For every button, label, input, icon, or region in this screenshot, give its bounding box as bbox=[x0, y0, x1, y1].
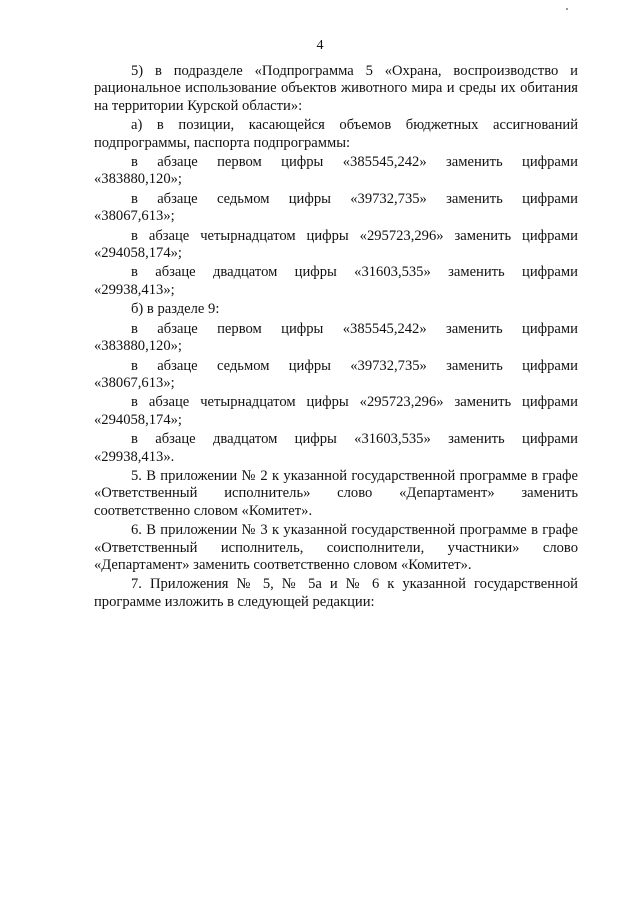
amendment-word: «31603,535» bbox=[354, 264, 431, 281]
amendment-word: цифрами bbox=[522, 264, 578, 281]
amendment-word: цифрами bbox=[522, 320, 578, 337]
amendment-word: цифры bbox=[288, 190, 331, 207]
amendment-word: «39732,735» bbox=[350, 357, 427, 374]
amendment-line bbox=[94, 154, 578, 171]
document-body bbox=[94, 63, 578, 613]
amendment-word: цифрами bbox=[522, 154, 578, 171]
amendment-word: «295723,296» bbox=[359, 227, 444, 244]
amendment-word: первом bbox=[217, 320, 262, 337]
amendment-line bbox=[94, 264, 578, 281]
amendment-word: «385545,242» bbox=[342, 154, 427, 171]
amendment-word: цифры bbox=[306, 394, 349, 411]
amendment-word: абзаце bbox=[157, 357, 198, 374]
amendment-word: заменить bbox=[446, 320, 503, 337]
amendment-word: в bbox=[131, 264, 138, 281]
page-number: 4 bbox=[316, 38, 324, 53]
amendment-word: в bbox=[131, 227, 138, 244]
amendment-word: цифры bbox=[294, 431, 337, 448]
amendment-word: «385545,242» bbox=[342, 320, 427, 337]
amendment-word: заменить bbox=[446, 190, 503, 207]
amendment-word: абзаце bbox=[157, 190, 198, 207]
amendment-word: заменить bbox=[454, 394, 512, 411]
amendment-word: «295723,296» bbox=[359, 394, 444, 411]
amendment-word: заменить bbox=[454, 227, 512, 244]
amendment-word: в bbox=[131, 190, 138, 207]
amendment-word: цифрами bbox=[522, 357, 578, 374]
section-b-amendments bbox=[94, 321, 578, 466]
amendment-new-value: «383880,120»; bbox=[94, 171, 182, 188]
amendment-new-value: «38067,613»; bbox=[94, 208, 175, 225]
amendment-word: абзаце bbox=[155, 431, 196, 448]
amendment-word: абзаце bbox=[157, 320, 198, 337]
amendment-word: двадцатом bbox=[212, 264, 278, 281]
amendment-line bbox=[94, 394, 578, 411]
paragraph-appendix-2: 5. В приложении № 2 к указанной государственной программе в графе «Ответственный исполнитель» слово «Департамент» заменить соответственно словом «Комитет». bbox=[94, 467, 578, 519]
amendment-word: в bbox=[131, 320, 138, 337]
amendment-line bbox=[94, 191, 578, 208]
amendment-line bbox=[94, 431, 578, 448]
section-a-amendments bbox=[94, 154, 578, 299]
amendment-word: абзаце bbox=[155, 264, 196, 281]
amendment-word: в bbox=[131, 431, 138, 448]
amendment-new-value: «29938,413»; bbox=[94, 281, 175, 298]
paragraph-item-b: б) в разделе 9: bbox=[131, 301, 220, 318]
amendment-word: цифры bbox=[281, 320, 324, 337]
paragraph-appendix-5-6: 7. Приложения № 5, № 5а и № 6 к указанной государственной программе изложить в следующей редакции: bbox=[94, 576, 578, 610]
amendment-line bbox=[94, 228, 578, 245]
amendment-new-value: «383880,120»; bbox=[94, 338, 182, 355]
amendment-word: седьмом bbox=[216, 357, 270, 374]
amendment-word: абзаце bbox=[157, 154, 198, 171]
amendment-word: заменить bbox=[448, 264, 505, 281]
amendment-new-value: «29938,413». bbox=[94, 448, 175, 465]
amendment-word: в bbox=[131, 357, 138, 374]
amendment-word: седьмом bbox=[216, 190, 270, 207]
paragraph-item-a: а) в позиции, касающейся объемов бюджетных ассигнований подпрограммы, паспорта подпрограммы: bbox=[94, 117, 578, 151]
amendment-new-value: «294058,174»; bbox=[94, 245, 182, 262]
amendment-word: в bbox=[131, 154, 138, 171]
amendment-word: четырнадцатом bbox=[200, 394, 296, 411]
amendment-word: цифры bbox=[281, 154, 324, 171]
amendment-word: цифры bbox=[306, 227, 349, 244]
amendment-word: заменить bbox=[446, 357, 503, 374]
amendment-word: четырнадцатом bbox=[200, 227, 296, 244]
amendment-word: двадцатом bbox=[212, 431, 278, 448]
amendment-word: абзаце bbox=[148, 227, 190, 244]
amendment-word: цифры bbox=[294, 264, 337, 281]
amendment-new-value: «38067,613»; bbox=[94, 374, 175, 391]
amendment-word: цифрами bbox=[522, 394, 578, 411]
amendment-word: «31603,535» bbox=[354, 431, 431, 448]
amendment-word: цифрами bbox=[522, 431, 578, 448]
amendment-line bbox=[94, 358, 578, 375]
scan-speck bbox=[566, 8, 568, 10]
amendment-word: абзаце bbox=[148, 394, 190, 411]
amendment-word: «39732,735» bbox=[350, 190, 427, 207]
amendment-word: цифры bbox=[288, 357, 331, 374]
amendment-new-value: «294058,174»; bbox=[94, 411, 182, 428]
amendment-word: заменить bbox=[446, 154, 503, 171]
paragraph-subprogram-5: 5) в подразделе «Подпрограмма 5 «Охрана, воспроизводство и рациональное использование объектов животного мира и среды их обитания на территории Курской области»: bbox=[94, 63, 578, 114]
amendment-word: первом bbox=[217, 154, 262, 171]
amendment-word: в bbox=[131, 394, 138, 411]
amendment-word: цифрами bbox=[522, 190, 578, 207]
amendment-word: заменить bbox=[448, 431, 505, 448]
amendment-line bbox=[94, 321, 578, 338]
paragraph-appendix-3: 6. В приложении № 3 к указанной государственной программе в графе «Ответственный исполнитель, соисполнители, участники» слово «Департамент» заменить соответственно словом «Комитет». bbox=[94, 522, 578, 573]
amendment-word: цифрами bbox=[522, 227, 578, 244]
